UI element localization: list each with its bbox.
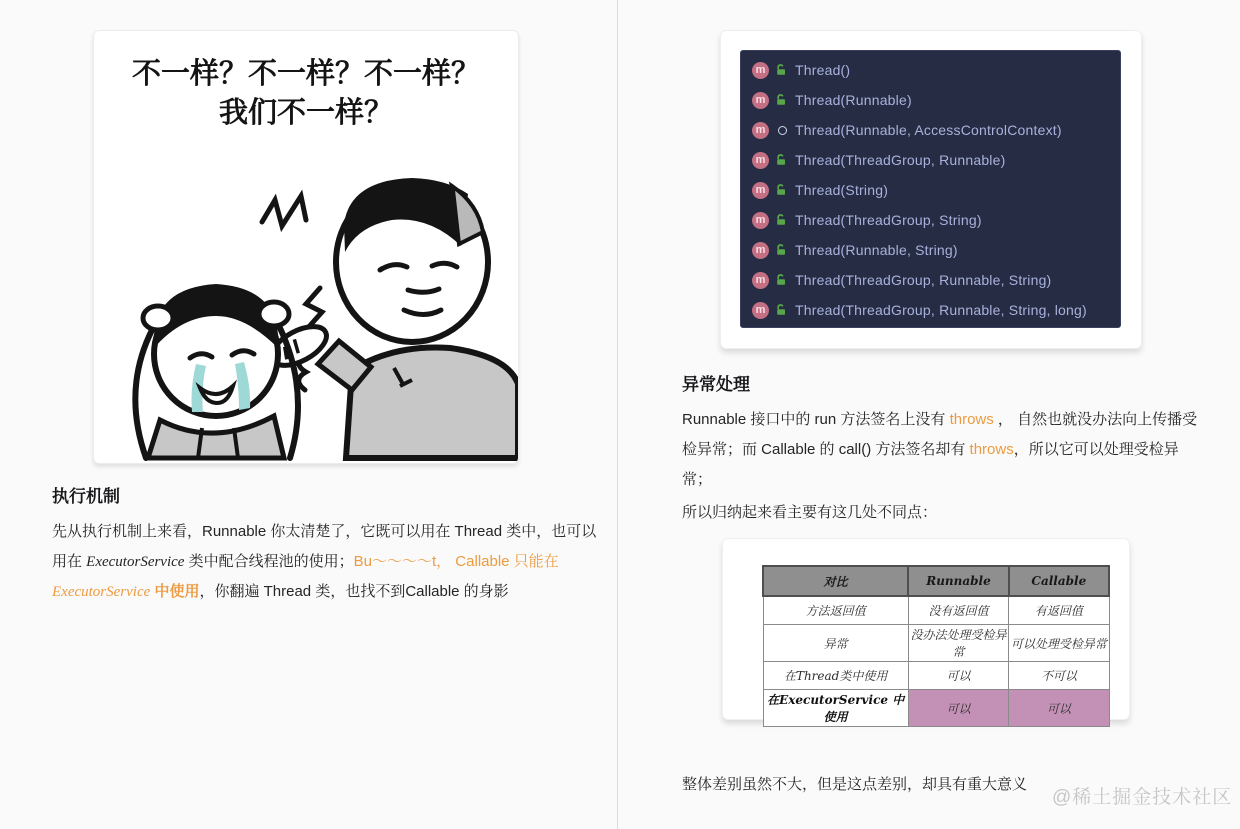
meme-cartoon-illustration: [94, 153, 518, 463]
method-badge-icon: m: [752, 62, 769, 79]
impact-zigzag: [306, 288, 322, 330]
exc-text-1: Runnable 接口中的 run 方法签名上没有: [682, 411, 950, 428]
completion-row: [741, 295, 1120, 325]
table-cell: 不可以: [1009, 662, 1109, 690]
table-row: [763, 662, 1109, 690]
completion-row: [741, 145, 1120, 175]
method-signature: Thread(ThreadGroup, Runnable, String, long): [795, 302, 1087, 318]
exec-highlight-1: Bu～～～～t， Callable 只能在: [353, 553, 559, 570]
comparison-table: [762, 565, 1110, 727]
table-cell: 在Thread类中使用: [763, 662, 908, 690]
column-divider: [617, 0, 618, 829]
table-cell: 方法返回值: [763, 596, 908, 625]
table-cell: 在ExecutorService 中使用: [763, 690, 908, 727]
method-badge-icon: m: [752, 272, 769, 289]
summary-intro-text: 所以归纳起来看主要有这几处不同点：: [682, 504, 938, 521]
completion-row: [741, 235, 1120, 265]
lock-open-icon: [776, 304, 788, 316]
method-signature: Thread(): [795, 62, 851, 78]
table-row: [763, 596, 1109, 625]
section-heading-exception: 异常处理: [682, 375, 750, 394]
table-cell: 有返回值: [1009, 596, 1109, 625]
lock-open-icon: [776, 94, 788, 106]
exc-throws-1: throws: [949, 411, 994, 428]
table-cell: 可以: [908, 662, 1008, 690]
crying-figure: [135, 284, 298, 458]
completion-row: [741, 85, 1120, 115]
method-badge-icon: m: [752, 122, 769, 139]
table-row: [763, 625, 1109, 662]
table-row: [763, 690, 1109, 727]
method-signature: Thread(Runnable, AccessControlContext): [795, 122, 1062, 138]
exec-text-2: 类中配合线程池的使用；: [184, 553, 354, 570]
method-signature: Thread(Runnable, String): [795, 242, 958, 258]
table-cell: 没有返回值: [908, 596, 1008, 625]
method-signature: Thread(ThreadGroup, String): [795, 212, 982, 228]
meme-caption-line2: 我们不一样？: [218, 97, 393, 129]
table-cell: 可以: [1009, 690, 1109, 727]
method-badge-icon: m: [752, 92, 769, 109]
ide-screenshot-card[interactable]: [720, 30, 1142, 349]
exec-highlight-bold: 中使用: [150, 583, 200, 600]
lock-open-icon: [776, 214, 788, 226]
lock-open-icon: [776, 154, 788, 166]
table-header-cell: 对比: [763, 566, 908, 596]
conclusion-text: 整体差别虽然不大，但是这点差别，却具有重大意义: [682, 776, 1028, 793]
method-badge-icon: m: [752, 152, 769, 169]
method-signature: Thread(ThreadGroup, Runnable, String): [795, 272, 1052, 288]
completion-row: [741, 115, 1120, 145]
table-cell: 异常: [763, 625, 908, 662]
exec-italic-executorservice: ExecutorService: [86, 554, 185, 570]
completion-row: [741, 205, 1120, 235]
method-signature: Thread(Runnable): [795, 92, 912, 108]
table-cell: 没办法处理受检异常: [908, 625, 1008, 662]
table-cell: 可以处理受检异常: [1009, 625, 1109, 662]
exc-text-3: ，所以它可以处理受检异常；: [682, 441, 1179, 488]
completion-row: [741, 55, 1120, 85]
comparison-table-image[interactable]: [722, 538, 1130, 724]
exc-throws-2: throws: [969, 441, 1014, 458]
completion-row: [741, 265, 1120, 295]
exec-text-1: 先从执行机制上来看，Runnable 你太清楚了，它既可以用在 Thread 类中，也可以用在: [52, 523, 597, 570]
slapper-figure: [265, 178, 518, 458]
method-badge-icon: m: [752, 182, 769, 199]
lock-open-icon: [776, 184, 788, 196]
exec-text-3: ，你翻遍 Thread 类，也找不到Callable 的身影: [199, 583, 509, 600]
method-badge-icon: m: [752, 302, 769, 319]
ide-completion-panel: [740, 50, 1121, 328]
method-signature: Thread(String): [795, 182, 889, 198]
method-badge-icon: m: [752, 212, 769, 229]
meme-image[interactable]: [93, 30, 519, 464]
section-heading-execution: 执行机制: [52, 487, 120, 506]
site-watermark: @稀土掘金技术社区: [1052, 787, 1233, 808]
meme-caption: [94, 55, 518, 133]
exception-paragraph: [682, 405, 1199, 495]
method-badge-icon: m: [752, 242, 769, 259]
exec-highlight-italic: ExecutorService: [52, 584, 151, 600]
visibility-circle-icon: [776, 124, 788, 136]
meme-caption-line1: 不一样？不一样？不一样？: [131, 58, 480, 90]
table-header-cell: Runnable: [908, 566, 1008, 596]
table-cell: 可以: [908, 690, 1008, 727]
lock-open-icon: [776, 64, 788, 76]
completion-row: [741, 175, 1120, 205]
lock-open-icon: [776, 274, 788, 286]
zigzag-shock-lines: [262, 196, 306, 226]
lock-open-icon: [776, 244, 788, 256]
exc-text-2: ， 自然也就没办法向上传播受检异常；而 Callable 的 call() 方法签名却有: [682, 411, 1198, 458]
table-header-cell: Callable: [1009, 566, 1109, 596]
execution-paragraph: [52, 517, 601, 607]
method-signature: Thread(ThreadGroup, Runnable): [795, 152, 1006, 168]
